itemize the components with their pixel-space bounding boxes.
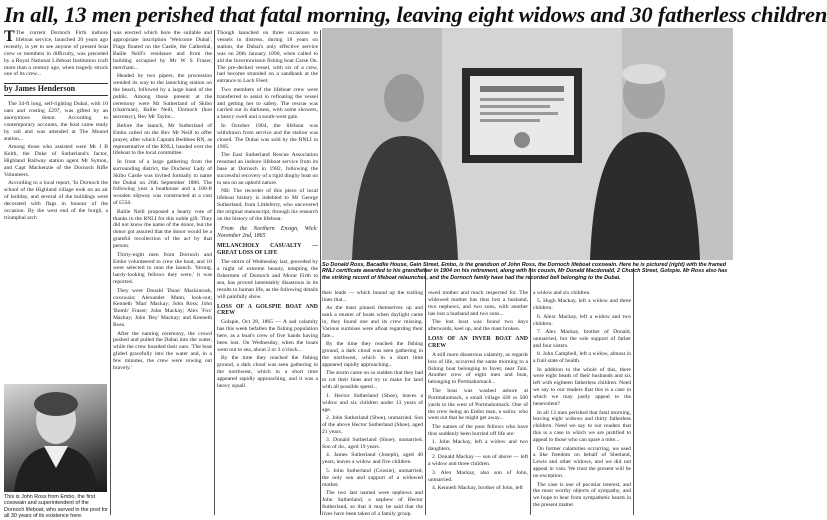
- paragraph: The East Sutherland Rescue Association resumed an inshore lifeboat service from its base at Dornoch in 1982, following the successful recovery of a rigid dinghy boat on to sea on an uphold nature.: [217, 151, 318, 186]
- list-item: 4. James Sutherland (Joseph), aged 40 years, leaves a widow and five children.: [322, 452, 423, 466]
- column-rule: [110, 30, 111, 515]
- paragraph: A still more disastrous calamity, as regards loss of life, occurred the same morning to a fishing boat belonging to Inver, near Tain. Another crew of eight men and boat, belonging to Portmahomack...: [428, 351, 528, 386]
- paragraph: The two last named were nephews and John Sutherland, a nephew of Hector Sutherland, so that it may be said that the lives have been taken of a family group.: [322, 489, 423, 517]
- column-rule: [633, 268, 634, 515]
- list-item: 3. Donald Sutherland (Shoe), unmarried. Son of do., aged 19 years.: [322, 437, 423, 451]
- paragraph: The names of the poor fellows who have thus suddenly been hurried off life are:: [428, 423, 528, 437]
- article-column-3: [217, 30, 318, 515]
- paragraph: owed mother and much respected for. The widowed mother has thus lost a husband, two nephews, and two sons, with another has lost a husband and two sons...: [428, 290, 528, 317]
- paragraph: The storm of Wednesday last, preceded by a night of extreme beauty, tempting the fishermen of Dornoch and Morar Firth to sea, has proved lamentably disastrous in its results to human life, as the following details will painfully show.: [217, 259, 318, 300]
- source-note: From the Northern Ensign, Wick: November 2nd, 1865: [217, 226, 318, 240]
- paragraph: In addition to the whole of this, there were eight heads of their husbands and six left with eighteen fatherless children. Need we say to our readers that this is a case in which we may justly appeal to the benevolent?: [533, 366, 631, 408]
- paragraph: The storm came on so sudden that they had to cut their lines and try to make for land with all possible speed...: [322, 370, 423, 391]
- list-item: 5. John Sutherland (Crossie), unmarried, the only son and support of a widowed mother.: [322, 467, 423, 488]
- paragraph: NB: The recorder of this piece of local lifeboat history is indebted to Mr George Sutherland, from Littleferry, who uncovered the original manuscript, through his research on the history of the lifeboat.: [217, 187, 318, 222]
- portrait-photo: [4, 384, 107, 492]
- paragraph: Thirty-eight men from Dornoch and Embo volunteered to crew the boat, and 10 were selected to man the launch. 'Strong, hardy-looking fellows they were,' it was reported.: [113, 251, 212, 286]
- list-item: 8. John Campbell, left a widow, almost in a frail state of health.: [533, 351, 631, 365]
- main-photo-caption: So Donald Ross, Bacadlie House, Gain Street, Embo, is the grandson of John Ross, the Dornoch lifeboat coxswain. Here he is pictured (right) with the framed RNLI certificate awarded to his grandfather in 1904 on his retirement, along with his cousin, Mr Donald Macdonald, 2 Church Street, Golspie. Mr Ross also has the striking record of lifeboat relaunches, and the Dornoch family have had the recorded bell belonging to the Dubai.: [322, 262, 728, 281]
- main-photo: [322, 28, 733, 260]
- paragraph: Golspie, Oct 28, 1865 — A sad calamity has this week befallen the fishing population here, as a boat's crew of five hands having been lost. On Wednesday, when the boats went out to sea, about 2 or 3 o'clock...: [217, 319, 318, 353]
- article-column-7: [636, 290, 733, 515]
- paragraph: Among those who assisted were Mr J B Keith, the Duke of Sutherland's factor, Highland Railway station agent Mr Symon, and Capt Mackenzie of the Dornoch Rifle Volunteers.: [4, 144, 108, 178]
- paragraph: Two members of the lifeboat crew were transferred to assist in refloating the vessel and getting her to safety. The rescue was carried out in darkness, with some showers, a heavy swell and a south-west gale.: [217, 86, 318, 121]
- list-item: 5. Hugh Mackay, left a widow and three children.: [533, 298, 631, 312]
- paragraph: After the naming ceremony, the crowd pushed and pulled the Dubai into the water, while the crew boarded their oars. 'The boat glided gracefully into the water and, in a few minutes, the crew were rowing out bravely.': [113, 330, 212, 372]
- paragraph: Headed by two pipers, the procession wended its way to the launching station on the beach, followed by a large band of the public. Among those present at the ceremony were Mr Sutherland of Skibo (chairman), Bailie Neill, Dornoch (hon secretary), Rev Mr Taylor...: [113, 72, 212, 121]
- intro-paragraph: The current Dornoch Firth inshore lifeboat service, launched 20 years ago recently, is yet to see anyone of present boat crew or members in difficulty, was preceded by a Royal National Lifeboat Institution craft more than a century ago, when tragedy struck one of its crew...: [4, 30, 108, 78]
- list-item: 6. Alexr Mackay, left a widow and two children.: [533, 313, 631, 327]
- column-rule: [530, 268, 531, 515]
- paragraph: According to a local report, 'In Dornoch the school of the Highland village took on an air of holiday, and several of the buildings were decorated with flags in honour of the occasion. By the west end of the burgh, a triumphal arch: [4, 180, 108, 221]
- paragraph: Though launched on three occasions to vessels in distress, during 18 years on station, the Dubai's only effective service was on 20th January 1890, when called to aid the Invermoriston fishing boat Carse On. The pre-decked vessel, with six of a crew, had become stranded on a sandbank at the entrance to Loch Fleet.: [217, 30, 318, 85]
- paragraph: The boat was washed ashore at Portmahomack, a small village 430 or 500 yards to the west of Portmahomack. One of the crew being an Embo man, a sailor, who went out that he might get away...: [428, 387, 528, 422]
- article-column-6: [533, 290, 631, 515]
- portrait-figure-icon: [4, 384, 107, 492]
- column-rule: [425, 268, 426, 515]
- paragraph: The case is one of peculiar interest, and the most worthy objects of sympathy, and we hope to hear from sympathetic hearts in the present matter.: [533, 481, 631, 509]
- paragraph: On former calamities occurring, we used a like freedom on behalf of Shetland, Lewis and other widows, and we did not appeal in vain. We trust the present will be no exception.: [533, 445, 631, 480]
- paragraph: By the time they reached the fishing ground, a dark cloud was seen gathering in the northwest, which in a short time appeared rapidly approaching...: [322, 341, 423, 369]
- paragraph: As the mast pinned themselves up and sank a muster of boats when daylight came in, they found one and its crew missing. Various surmises were afloat regarding their fate...: [322, 305, 423, 339]
- paragraph: their leads — which bound up the trailing lines that...: [322, 290, 423, 303]
- paragraph: Bailie Neill proposed a hearty vote of thanks to the RNLI for this noble gift. They did not know the name of the donor, but the donor got assured that the donor would be a grateful recollection of the act by that person.: [113, 208, 212, 250]
- list-item: 4. Kenneth Mackay, brother of John, left: [432, 485, 523, 492]
- list-item: 2. John Sutherland (Shoe), unmarried. Son of the above Hector Sutherland (Shoe), aged 21 years.: [322, 414, 423, 435]
- list-item: a widow and six children.: [533, 290, 591, 296]
- article-column-1: [4, 30, 108, 382]
- paragraph: They were Donald 'Duan' Mackintosh, coxswain; Alexander Mann, look-out; Kenneth 'Man' Mackay; John Ross; John 'Bomb' Fraser; John Mackay; Alex 'Fox' Mackay; John 'Bey' Mackay; and Kenneth Ross.: [113, 287, 212, 329]
- paragraph: By the time they reached the fishing ground, a dark cloud was seen gathering in the northwest, which in a short time appeared rapidly approaching, and it was a heavy squall.: [217, 355, 318, 389]
- men-with-certificate-illustration: [322, 28, 733, 260]
- list-item: 1. Hector Sutherland (Shoe), leaves a widow and six children under 13 years of age.: [322, 392, 423, 413]
- article-column-5: [428, 290, 528, 515]
- subheading: LOSS OF AN INVER BOAT AND CREW: [428, 335, 528, 349]
- byline: by James Henderson: [4, 83, 108, 96]
- paragraph: In all 13 men perished that fatal morning, leaving eight widows and thirty fatherless children. Need we say to our readers that this is a case in which we are justified to appeal to those who can spare a mite...: [533, 409, 631, 444]
- column-rule: [214, 30, 215, 515]
- list-item: 7. Alex Mackay, brother of Donald, unmarried, but the sole support of father and four sisters.: [533, 329, 631, 349]
- article-column-4: [322, 290, 423, 515]
- headline: In all, 13 men perished that fatal morning, leaving eight widows and 30 fatherless children: [4, 2, 827, 27]
- paragraph: Before the launch, Mr Sutherland of Embo called on the Rev Mr Neill to offer prayer, after which Captain Beddoes RN, as representative of the RNLI, handed over the lifeboat to the local committee.: [113, 122, 212, 157]
- paragraph: The lost boat was found two days afterwards, keel up, and the mast broken.: [428, 319, 528, 333]
- article-column-2: [113, 30, 212, 515]
- list-item: 3. Alex Mackay, also son of John, unmarried.: [428, 469, 528, 483]
- paragraph: was erected which bore the suitable and appropriate inscription 'Welcome Dubai'. Flags floated on the Castle, the Cathedral, Bailie Neill's residence and from the building occupied by Mr W S Fraser, merchant...: [113, 30, 212, 71]
- subheading: LOSS OF A GOLSPIE BOAT AND CREW: [217, 303, 318, 317]
- paragraph: The 34-ft long, self-righting Dubai, with 10 oars and costing £297, was gifted by an anonymous donor. According to contemporary accounts, the boat came ready by rail and was attended at The Mound station...: [4, 101, 108, 142]
- portrait-caption: This is John Ross from Embo, the first coxswain and superintendent of the Dornoch lifeboat, who served in the post for all 30 years of its existence here.: [4, 494, 108, 520]
- paragraph: In front of a large gathering from the surrounding district, the Duchess' Lady of Skibo Castle was invited formally to name the Dubai on 26th September 1886. The following year a boathouse and a 100-ft wooden slipway was constructed at a cost of £550.: [113, 158, 212, 207]
- list-item: 2. Donald Mackay — son of above — left a widow and three children.: [428, 454, 528, 468]
- subheading: MELANCHOLY CASUALTY — GREAT LOSS OF LIFE: [217, 243, 318, 257]
- list-item: 1. John Mackay, left a widow and two daughters.: [428, 439, 528, 453]
- column-rule: [320, 30, 321, 515]
- paragraph: In October 1904, the lifeboat was withdrawn from service and the station was closed. The Dubai was sold by the RNLI in 1905.: [217, 122, 318, 150]
- drop-cap: T: [4, 28, 15, 45]
